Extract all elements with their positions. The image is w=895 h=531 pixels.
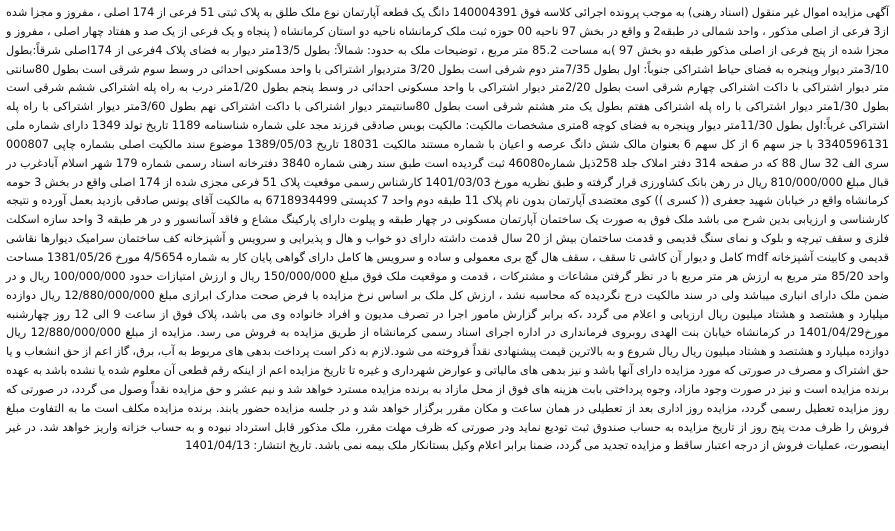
notice-body-text: آگهی مزایده اموال غیر منقول (اسناد رهنی) به موجب پرونده اجرائی کلاسه فوق 140004391 دانگ یک قطعه آپارتمان نوع ملک طلق به پلاک ثبتی 51 فرعی از 174 اصلی ، مفروز و مجزا شده از3 فرعی از اصلی مذکور ، واحد شمالی در طبقه2 و واقع در بخش 97 ناحیه 00 حوزه ثبت ملک کرمانشاه ناحیه دو استان کرمانشاه ( پنجاه و یک فرعی از یک صد و هفتاد چهار اصلی ، مفروز و مجزا شده از پنج فرعی از اصلی مذکور طبقه دو بخش 97 )به مساحت 85.2 متر مربع ، توضیحات ملک به حدود: شمالاً: بطول 13/5متر دیوار به فضای پلاک 4فرعی از 174اصلی شرقاً:بطول 3/10متر دیوار وپنجره به فضای حیاط اشتراکی جنوباً: اول بطول 7/35متر دوم شرقی است بطول 3/20 متردیوار اشتراکی با واحد مسکونی احداثی در وسط سوم شرقی است بطول 80سانتی متر دیوار اشتراکی با داکت اشتراکی چهارم شرقی است بطول 2/20متر دیوار اشتراکی با واحد مسکونی احداثی در وسط پنجم بطول 1/20متر درب به راه پله اشتراکی ششم شرقی است بطول 1/30متر دیوار اشتراکی با راه پله اشتراکی هفتم بطول یک متر هشتم شرقی است بطول 80سانتیمتر دیوار اشتراکی با داکت اشتراکی نهم بطول 3/60متر دیوار اشتراکی با راه پله اشتراکی غرباً:اول بطول 11/30متر دیوار وپنجره به فضای کوچه 8متری مشخصات مالکیت: مالکیت بوبس صادقی فرزند مجد علی شماره شناسنامه 1189 تاریخ تولد 1349 دارای شماره ملی 3340596131 با جز سهم 6 از کل سهم 6 بعنوان مالک شش دانگ عرصه و اعیان با شماره مستند مالکیت 18031 تاریخ 1389/05/03 موضوع سند مالکیت اصلی بشماره چاپی 000807 سری الف 32 سال 88 که در صفحه 314 دفتر املاک جلد 258ذیل شماره46080 ثبت گردیده است طبق سند رهنی شماره 3840 دفترخانه اسناد رسمی شماره 179 شهر اسلام آبادغرب در قبال مبلغ 810/000/000 ریال در رهن بانک کشاورزی قرار گرفته و طبق نظریه مورخ 1401/03/03 کارشناس رسمی موقعیت پلاک 51 فرعی مجزی شده از 174 اصلی واقع در بخش 3 حومه کرمانشاه واقع در خیابان شهید جعفری (( کسری )) کوی معتضدی آپارتمان بدون نام پلاک 11 طبقه دوم واحد 7 کدپستی 6718934499 به مالکیت آقای یونس صادقی بازدید بعمل آورده و نتیجه کارشناسی و ارزیابی بدین شرح می باشد ملک فوق به صورت یک ساختمان آپارتمان مسکونی در چهار طبقه و پیلوت دارای پارکینگ مشاع و فاقد آسانسور و در هر طبقه 3 واحد سازه اسکلت فلزی و سقف تیرچه و بلوک و نمای سنگ قدیمی و قدمت ساختمان بیش از 20 سال قدمت داشته دارای دو خواب و هال و پذیرایی و سرویس و آشپزخانه کف ساختمان سرامیک دیوارها نقاشی قدیمی و کابینت آشپزخانه mdf کامل و دیوار آن کاشی تا سقف ، سقف هال گچ بری معمولی و ساده و سرویس ها کامل دارای گواهی پایان کار به شماره 4/5654 مورخ 1381/05/26 مساحت واحد 85/20 متر مربع به ارزش هر متر مربع با در نظر گرفتن مشاعات و مشترکات ، قدمت و موقعیت ملک فوق مبلغ 150/000/000 ریال و ارزش امتیازات حدود 100/000/000 ریال و در ضمن ملک دارای انباری میباشد ولی در سند مالکیت درج نگردیده که محاسبه نشد ، ارزش کل ملک بر اساس نرخ مزایده با فرض صحت مدارک ابرازی مبلغ 12/880/000/000 ریال دوازده میلیارد و هشتصد و هشتاد میلیون ریال ارزیابی و اعلام می گردد ،که برابر گزارش مامور اجرا در تصرف مدیون و افراد خانواده وی می باشد، پلاک فوق از ساعت 9 الی 12 روز چهارشنبه مورخ1401/04/29 در کرمانشاه خیابان بنت الهدی روبروی فرمانداری در اداره اجرای اسناد رسمی کرمانشاه از طریق مزایده به فروش می رسد. مزایده از مبلغ 12/880/000/000 ریال دوازده میلیارد و هشتصد و هشتاد میلیون ریال ریال شروع و به بالاترین قیمت پیشنهادی نقداً فروخته می شود.لازم به ذکر است پرداخت بدهی های مربوط به آب، برق، گاز اعم از حق انشعاب و یا حق اشتراک و مصرف در صورتی که مورد مزایده دارای آنها باشد و نیز بدهی های مالیاتی و عوارض شهرداری و غیره تا تاریخ مزایده اعم از اینکه رقم قطعی آن معلوم شده یا نشده باشد به عهده برنده مزایده است و نیز در صورت وجود مازاد، وجوه پرداختی بابت هزینه های فوق از محل مازاد به برنده مزایده مسترد خواهد شد و نیم عشر و حق مزایده نقداً وصول می گردد، در صورتی که روز مزایده تعطیل رسمی گردد، مزایده روز اداری بعد از تعطیلی در همان ساعت و مکان مقرر برگزار خواهد شد و در جلسه مزایده حضور یابند. برنده مزایده مکلف است ما به التفاوت مبلغ فروش را ظرف مدت پنج روز از تاریخ مزایده به حساب صندوق ثبت تودیع نماید ودر صورتی که ظرف مهلت مقرر، ملک مذکور قابل استرداد نبوده و به حساب خزانه واریز خواهد شد. در غیر اینصورت، عملیات فروش از درجه اعتبار ساقط و مزایده تجدید می گردد، ضمنا برابر اعلام وکیل بستانکار ملک بیمه نمی باشد. تاریخ انتشار: 1401/04/13 [6,6,890,453]
